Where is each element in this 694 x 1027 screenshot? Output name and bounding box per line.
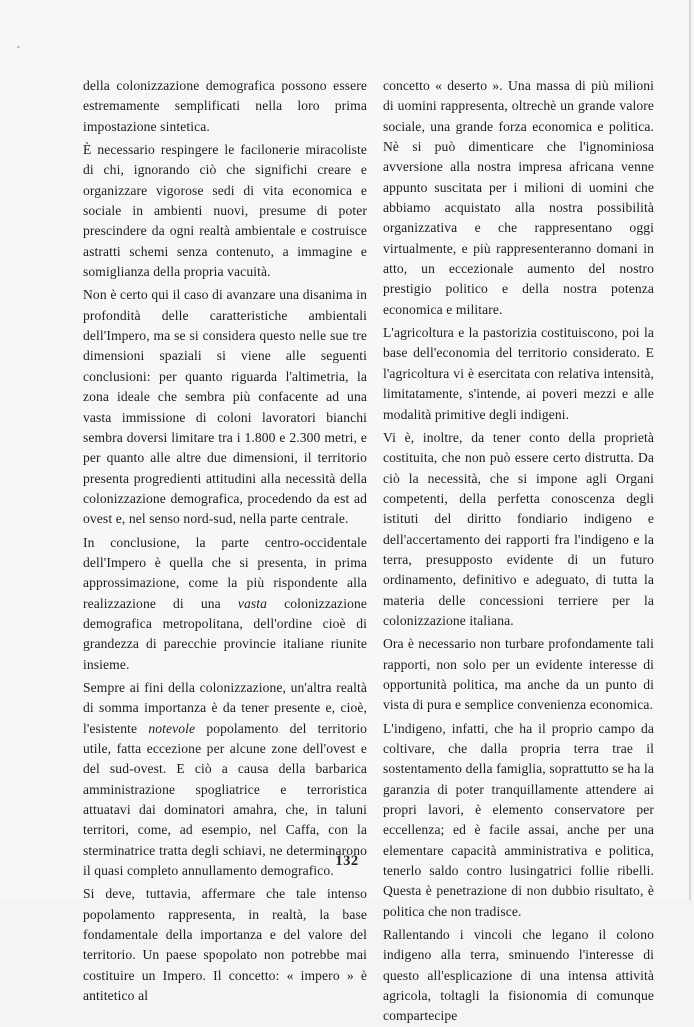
page-edge-shadow bbox=[689, 0, 691, 900]
left-paragraph-5-part-b: popolamento del territorio utile, fatta eccezione per alcune zone dell'ovest e del sud-ovest. E ciò a causa della barbarica amministrazione spogliatrice e terroristica attuatavi dai dominatori amahra, che, in taluni territori, come, ad esempio, nel Caffa, con la sterminatrice tratta degli schiavi, ne determinarono il quasi completo annullamento demografico. bbox=[83, 720, 367, 879]
left-paragraph-3: Non è certo qui il caso di avanzare una disanima in profondità delle caratteristiche ambientali dell'Impero, ma se si considera questo nelle sue tre dimensioni spaziali si viene alle seguenti conclusioni: per quanto riguarda l'altimetria, la zona ideale che sembra più confacente ad una vasta immissione di coloni lavoratori bianchi sembra doversi limitare tra i 1.800 e 2.300 metri, e per quanto alle altre due dimensioni, il territorio presenta progredienti attitudini alla necessità della colonizzazione demografica, procedendo da est ad ovest e, nel senso nord-sud, nella parte centrale. bbox=[83, 287, 367, 527]
left-paragraph-6: Si deve, tuttavia, affermare che tale intenso popolamento rappresenta, in realtà, la base fondamentale della importanza e del valore del territorio. Un paese spopolato non potrebbe mai costituire un Impero. Il concetto: « impero » è antitetico al bbox=[83, 886, 367, 1004]
right-paragraph-3: Vi è, inoltre, da tener conto della proprietà costituita, che non può essere certo distrutta. Da ciò la necessità, che si impone agli Organi competenti, della perfetta conoscenza degli istituti del diritto fondiario indigeno e dell'accertamento dei rapporti fra l'indigeno e la terra, presupposto evidente di un futuro ordinamento, definitivo e adeguato, di tutta la materia delle concessioni terriere per la colonizzazione italiana. bbox=[383, 429, 654, 628]
scan-speck bbox=[17, 46, 20, 48]
right-paragraph-6: Rallentando i vincoli che legano il colono indigeno alla terra, sminuendo l'interesse di questo all'esplicazione di una intensa attività agricola, toltagli la fisionomia di comunque compartecipe bbox=[383, 927, 654, 1024]
left-paragraph-4-part-a: In conclusione, la parte centro-occidentale dell'Impero è quella che si presenta, in prima approssimazione, come la più rispondente alla realizzazione di una bbox=[83, 534, 367, 611]
left-paragraph-1: della colonizzazione demografica possono essere estremamente semplificati nella loro prima impostazione sintetica. bbox=[83, 78, 367, 134]
left-paragraph-5-part-a: Sempre ai fini della colonizzazione, un'altra realtà di somma importanza è da tener presente e, cioè, l'esistente bbox=[83, 679, 367, 736]
right-paragraph-5: L'indigeno, infatti, che ha il proprio campo da coltivare, che dalla propria terra trae il sostentamento della famiglia, soprattutto se ha la garanzia di poter tranquillamente attendere ai propri lavori, è elemento conservatore per eccellenza; ed è facile assai, anche per una elementare capacità amministrativa e politica, tenerlo saldo contro lusingatrici follie ribelli. Questa è penetrazione di non dubbio risultato, è politica che non tradisce. bbox=[383, 720, 654, 919]
left-paragraph-2: È necessario respingere le facilonerie miracoliste di chi, ignorando ciò che significhi creare e organizzare vigorose sedi di vita economica e sociale in ambienti nuovi, presume di poter prescindere da ogni realtà ambientale e costruisce astratti schemi senza contenuto, a immagine e somiglianza della propria vacuità. bbox=[83, 142, 367, 280]
right-text-column bbox=[383, 76, 654, 1027]
right-paragraph-2: L'agricoltura e la pastorizia costituiscono, poi la base dell'economia del territorio considerato. E l'agricoltura vi è esercitata con relativa intensità, limitatamente, s'intende, ai poveri mezzi e alle modalità primitive degli indigeni. bbox=[383, 325, 654, 422]
left-paragraph-4-part-b: colonizzazione demografica metropolitana, dell'ordine cioè di grandezza di parecchie provincie italiane riunite insieme. bbox=[83, 595, 367, 672]
left-paragraph-5 bbox=[83, 678, 367, 881]
left-paragraph-4-emphasis: vasta bbox=[237, 595, 268, 611]
right-paragraph-4: Ora è necessario non turbare profondamente tali rapporti, non solo per un evidente interesse di opportunità politica, ma anche da un punto di vista di pura e semplice convenienza economica. bbox=[383, 636, 654, 713]
right-paragraph-1: concetto « deserto ». Una massa di più milioni di uomini rappresenta, oltrechè un grande valore sociale, una grande forza economica e politica. Nè si può dimenticare che l'ignominiosa avversione alla nostra impresa africana venne appunto suscitata per i milioni di uomini che abbiamo acquistato alla nostra possibilità organizzativa e che rappresentano oggi virtualmente, e più rappresenteranno domani in atto, un eccezionale aumento del nostro prestigio politico e della nostra potenza economica e militare. bbox=[383, 78, 654, 317]
page-number: 132 bbox=[335, 853, 359, 869]
left-paragraph-4 bbox=[83, 533, 367, 675]
left-paragraph-5-emphasis: notevole bbox=[148, 720, 196, 736]
